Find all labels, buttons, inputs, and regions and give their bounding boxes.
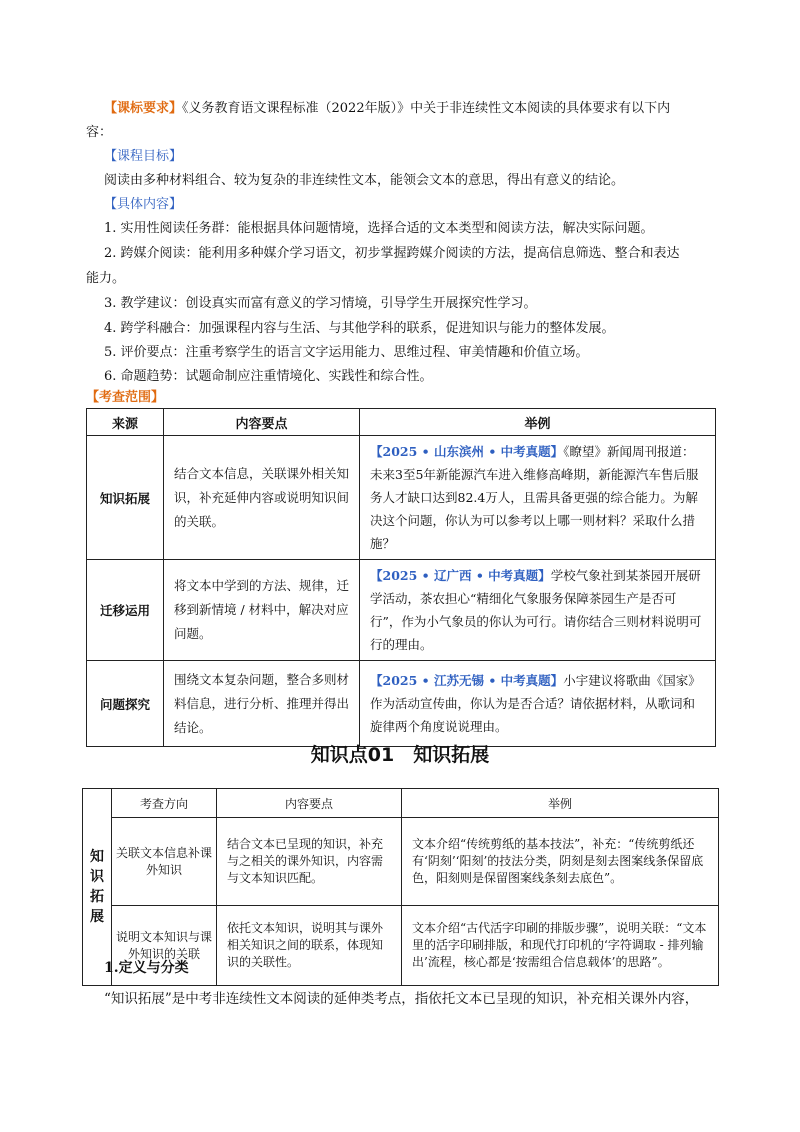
- row-point: 结合文本已呈现的知识，补充与之相关的课外知识，内容需与文本知识匹配。: [217, 818, 402, 906]
- intro-text-2: 容：: [86, 125, 113, 140]
- row-example: [360, 661, 716, 747]
- table-row: [87, 560, 716, 661]
- header-example: 举例: [402, 789, 719, 818]
- content-item-2-cont: 能力。: [86, 271, 126, 286]
- row-source: 迁移运用: [87, 560, 164, 661]
- example-text: 学校气象社到某茶园开展研学活动，茶农担心“精细化气象服务保障茶园生产是否可行”，作为小气象员的你认为可行。请你结合三则材料说明可行的理由。: [370, 568, 702, 652]
- content-item-3: 3. 教学建议：创设真实而富有意义的学习情境，引导学生开展探究性学习。: [104, 296, 537, 311]
- scope-tag: 【考查范围】: [86, 390, 165, 405]
- side-label: [83, 789, 112, 986]
- header-point: 内容要点: [164, 409, 360, 436]
- table-row: [83, 818, 719, 906]
- row-example: 文本介绍“古代活字印刷的排版步骤”，说明关联：“文本里的活字印刷排版，和现代打印机的‘字符调取 - 排列输出’流程，核心都是‘按需组合信息载体’的思路”。: [402, 906, 719, 986]
- content-tag: 【具体内容】: [104, 197, 183, 212]
- intro-tag: 【课标要求】: [104, 101, 183, 116]
- intro-text-1: 《义务教育语文课程标准（2022年版）》中关于非连续性文本阅读的具体要求有以下内: [182, 101, 671, 116]
- row-source: 问题探究: [87, 661, 164, 747]
- table-row: [87, 436, 716, 560]
- content-item-4: 4. 跨学科融合：加强课程内容与生活、与其他学科的联系，促进知识与能力的整体发展。: [104, 321, 615, 336]
- example-text: 小宇建议将歌曲《国家》作为活动宣传曲，你认为是否合适？请依据材料，从歌词和旋律两个角度说说理由。: [370, 673, 701, 734]
- section-text: “知识拓展”是中考非连续性文本阅读的延伸类考点，指依托文本已呈现的知识，补充相关课外内容，: [104, 991, 699, 1007]
- example-tag: 【2025 • 江苏无锡 • 中考真题】: [370, 673, 564, 688]
- row-source: 知识拓展: [87, 436, 164, 560]
- row-point: 围绕文本复杂问题，整合多则材料信息，进行分析、推理并得出结论。: [164, 661, 360, 747]
- content-item-2: 2. 跨媒介阅读：能利用多种媒介学习语文，初步掌握跨媒介阅读的方法，提高信息筛选、整合和表达: [104, 246, 680, 261]
- example-tag: 【2025 • 辽广西 • 中考真题】: [370, 568, 551, 583]
- knowledge-table-header: [83, 789, 719, 818]
- content-item-6: 6. 命题趋势：试题命制应注重情境化、实践性和综合性。: [104, 369, 433, 384]
- header-example: 举例: [360, 409, 716, 436]
- row-example: [360, 436, 716, 560]
- example-tag: 【2025 • 山东滨州 • 中考真题】: [370, 444, 564, 459]
- header-source: 来源: [87, 409, 164, 436]
- row-point: 将文本中学到的方法、规律，迁移到新情境 / 材料中，解决对应问题。: [164, 560, 360, 661]
- goal-tag: 【课程目标】: [104, 149, 183, 164]
- section-title: 1.定义与分类: [104, 960, 189, 976]
- header-direction: 考查方向: [112, 789, 217, 818]
- row-direction: 说明文本知识与课外知识的关联: [112, 906, 217, 986]
- row-point: 依托文本知识，说明其与课外相关知识之间的联系，体现知识的关联性。: [217, 906, 402, 986]
- row-example: [360, 560, 716, 661]
- scope-table-header: [87, 409, 716, 436]
- table-row: [87, 661, 716, 747]
- row-point: 结合文本信息，关联课外相关知识，补充延伸内容或说明知识间的关联。: [164, 436, 360, 560]
- content-item-5: 5. 评价要点：注重考察学生的语言文字运用能力、思维过程、审美情趣和价值立场。: [104, 345, 589, 360]
- row-example: 文本介绍“传统剪纸的基本技法”，补充：“传统剪纸还有‘阴刻’‘阳刻’的技法分类，阴刻是刻去图案线条保留底色，阳刻则是保留图案线条刻去底色”。: [402, 818, 719, 906]
- goal-text: 阅读由多种材料组合、较为复杂的非连续性文本，能领会文本的意思，得出有意义的结论。: [104, 173, 625, 188]
- side-label-text: 知 识 拓 展: [90, 849, 104, 925]
- content-item-1: 1. 实用性阅读任务群：能根据具体问题情境，选择合适的文本类型和阅读方法，解决实际问题。: [104, 221, 654, 236]
- knowledge-heading: 知识点01 知识拓展: [310, 744, 490, 766]
- row-direction: 关联文本信息补课外知识: [112, 818, 217, 906]
- example-text: 《瞭望》新闻周刊报道：未来3至5年新能源汽车进入维修高峰期，新能源汽车售后服务人才缺口达到82.4万人，且需具备更强的综合能力。为解决这个问题，你认为可以参考以上哪一则材料？采取什么措施？: [370, 444, 699, 551]
- intro-line-1: [104, 100, 670, 118]
- header-point: 内容要点: [217, 789, 402, 818]
- scope-table: [86, 408, 716, 747]
